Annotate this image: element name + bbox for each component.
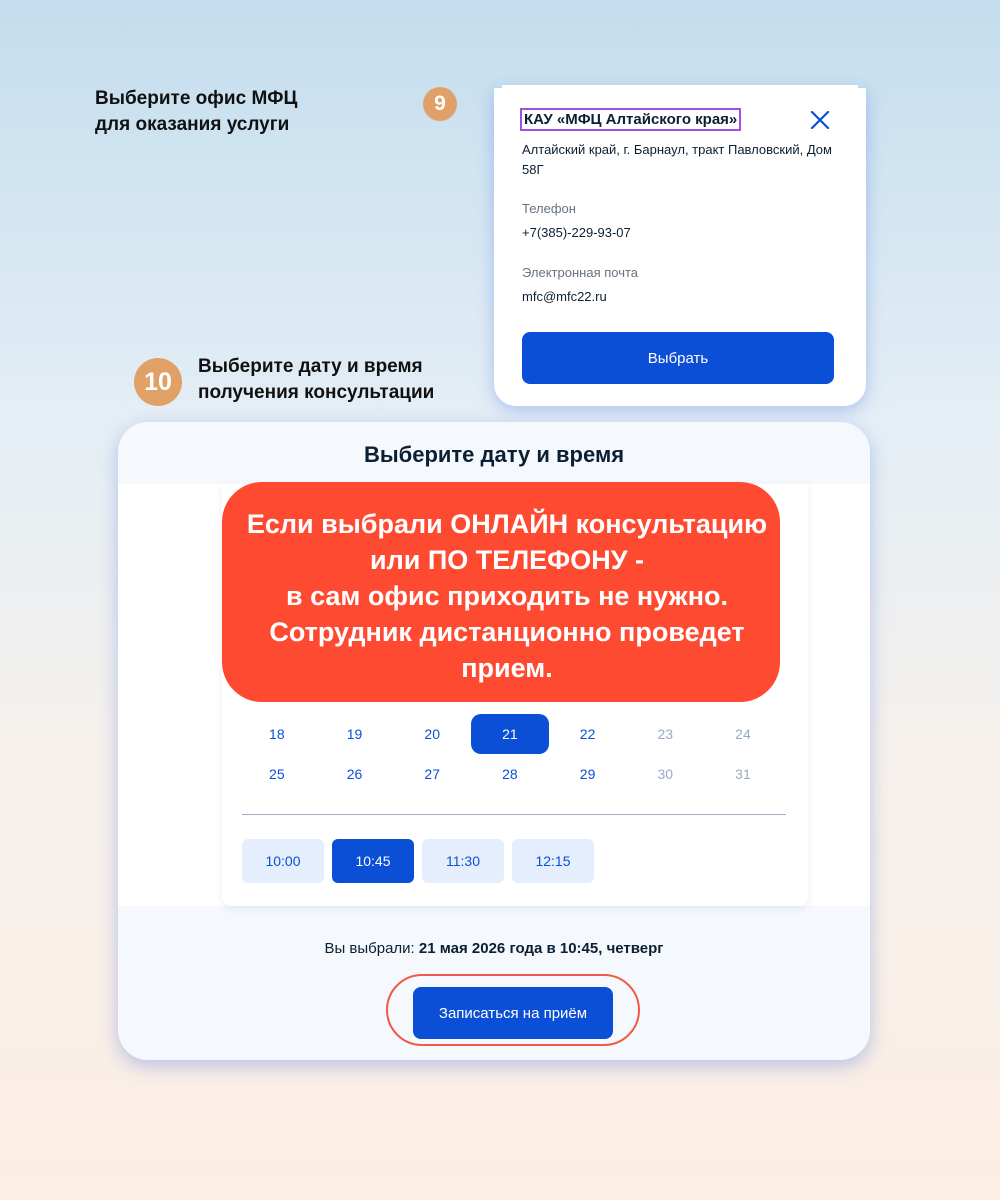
callout-line: Сотрудник дистанционно проведет bbox=[269, 617, 745, 647]
summary-prefix: Вы выбрали: bbox=[324, 940, 415, 957]
calendar-day: 30 bbox=[657, 766, 674, 782]
calendar-day: 23 bbox=[657, 726, 674, 742]
office-address: Алтайский край, г. Барнаул, тракт Павловский, Дом 58Г bbox=[522, 142, 832, 177]
summary-value: 21 мая 2026 года в 10:45, четверг bbox=[418, 940, 664, 957]
step10-line: получения консультации bbox=[198, 382, 435, 403]
office-card bbox=[494, 88, 866, 406]
datetime-title: Выберите дату и время bbox=[363, 442, 625, 467]
step10-instruction bbox=[198, 354, 434, 406]
time-slots bbox=[242, 839, 594, 883]
calendar-day[interactable]: 25 bbox=[269, 766, 285, 782]
callout-line: или ПО ТЕЛЕФОНУ - bbox=[369, 545, 645, 575]
step9-line: для оказания услуги bbox=[95, 114, 290, 135]
step10-line: Выберите дату и время bbox=[198, 356, 423, 377]
step10-badge: 10 bbox=[134, 358, 182, 406]
time-slot-button[interactable]: 11:30 bbox=[422, 839, 504, 883]
time-slot-button[interactable]: 10:00 bbox=[242, 839, 324, 883]
calendar-day[interactable]: 20 bbox=[424, 726, 440, 742]
calendar-day[interactable]: 29 bbox=[579, 766, 596, 782]
calendar-day[interactable]: 21 bbox=[471, 714, 549, 754]
calendar-day: 24 bbox=[735, 726, 751, 742]
calendar-day[interactable]: 19 bbox=[346, 726, 363, 742]
office-name: КАУ «МФЦ Алтайского края» bbox=[520, 108, 741, 131]
calendar-day[interactable]: 28 bbox=[502, 766, 518, 782]
callout-line: прием. bbox=[461, 653, 553, 683]
step9-badge: 9 bbox=[423, 87, 457, 121]
email-value: mfc@mfc22.ru bbox=[522, 289, 607, 304]
email-label: Электронная почта bbox=[522, 265, 639, 280]
phone-value: +7(385)-229-93-07 bbox=[522, 225, 631, 240]
divider bbox=[242, 814, 786, 815]
calendar-week-row bbox=[238, 754, 782, 794]
time-slot-button[interactable]: 12:15 bbox=[512, 839, 594, 883]
step9-line: Выберите офис МФЦ bbox=[95, 88, 298, 109]
calendar-day[interactable]: 18 bbox=[269, 726, 285, 742]
calendar-day[interactable]: 26 bbox=[346, 766, 363, 782]
phone-label: Телефон bbox=[522, 201, 576, 216]
book-appointment-button[interactable]: Записаться на приём bbox=[413, 987, 613, 1039]
time-slot-button[interactable]: 10:45 bbox=[332, 839, 414, 883]
callout-line: Если выбрали ОНЛАЙН консультацию bbox=[246, 509, 768, 539]
calendar-day[interactable]: 27 bbox=[424, 766, 440, 782]
step9-instruction bbox=[95, 86, 297, 138]
info-callout bbox=[222, 482, 780, 702]
calendar-day[interactable]: 22 bbox=[579, 726, 596, 742]
select-office-button[interactable]: Выбрать bbox=[522, 332, 834, 384]
close-icon[interactable] bbox=[808, 108, 832, 132]
callout-line: в сам офис приходить не нужно. bbox=[285, 581, 729, 611]
selection-summary bbox=[118, 940, 870, 957]
calendar-day: 31 bbox=[735, 766, 751, 782]
calendar-week-row bbox=[238, 714, 782, 754]
